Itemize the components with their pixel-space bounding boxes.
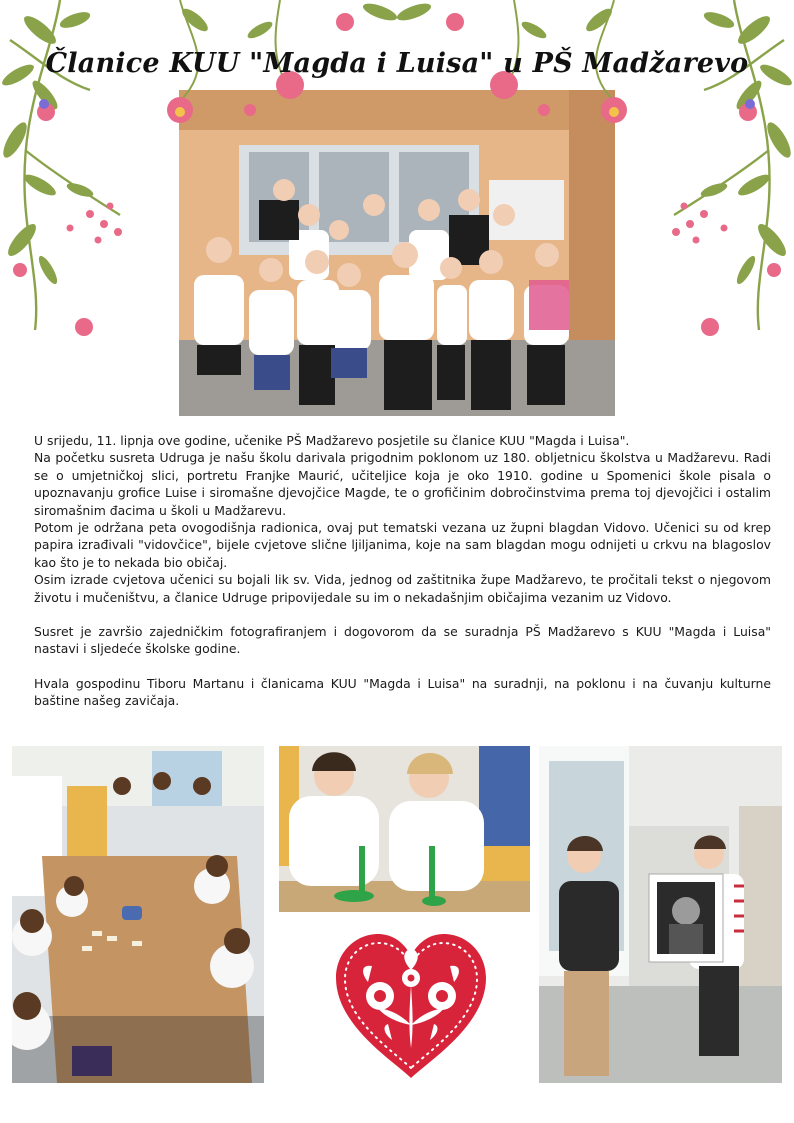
- portrait-photo-image: [539, 746, 782, 1083]
- paragraph-spacer: [34, 606, 771, 623]
- girls-making-flowers-photo: [279, 746, 530, 912]
- folk-heart-icon: [332, 930, 490, 1080]
- article-body: [34, 432, 771, 710]
- paragraph: Susret je završio zajedničkim fotografiranjem i dogovorom da se suradnja PŠ Madžarevo s KUU "Magda i Luisa" nastavi i sljedeće školske godine.: [34, 624, 771, 657]
- paragraph: Osim izrade cvjetova učenici su bojali lik sv. Vida, jednog od zaštitnika župe Madžarevo, te pročitali tekst o njegovom životu i mučeništvu, a članice Udruge pripovijedale su im o nekadašnjim običajima vezanim uz Vidovo.: [34, 572, 771, 605]
- paragraph: Hvala gospodinu Tiboru Martanu i članicama KUU "Magda i Luisa" na suradnji, na poklonu i na čuvanju kulturne baštine našeg zavičaja.: [34, 675, 771, 709]
- portrait-gift-photo: [539, 746, 782, 1083]
- classroom-photo-image: [12, 746, 264, 1083]
- paragraph: Na početku susreta Udruga je našu školu darivala prigodnim poklonom uz 180. obljetnicu školstva u Madžarevu. Radi se o umjetničkoj slici, portretu Franjke Maurić, učiteljice koja je oko 1910. godine u Spomenici škole pisala o upoznavanju grofice Luise i siromašne djevojčice Magde, te o grofičinim dobročinstvima prema toj djevojčici i ostalim siromašnim đacima u školi u Madžarevu.: [34, 450, 771, 518]
- craft-photo-image: [279, 746, 530, 912]
- page-title: Članice KUU "Magda i Luisa" u PŠ Madžarevo: [45, 48, 749, 79]
- paragraph: U srijedu, 11. lipnja ove godine, učenike PŠ Madžarevo posjetile su članice KUU "Magda i Luisa".: [34, 433, 630, 448]
- group-photo: [179, 90, 615, 416]
- paragraph-spacer: [34, 658, 771, 675]
- paragraph: Potom je održana peta ovogodišnja radionica, ovaj put tematski vezana uz župni blagdan Vidovo. Učenici su od krep papira izrađivali "vidovčice", bijele cvjetove slične ljiljanima, koje na sam blagdan mogu odnijeti u crkvu na blagoslov kao što je to nekada bio običaj.: [34, 520, 771, 570]
- workshop-classroom-photo: [12, 746, 264, 1083]
- group-photo-image: [179, 90, 615, 416]
